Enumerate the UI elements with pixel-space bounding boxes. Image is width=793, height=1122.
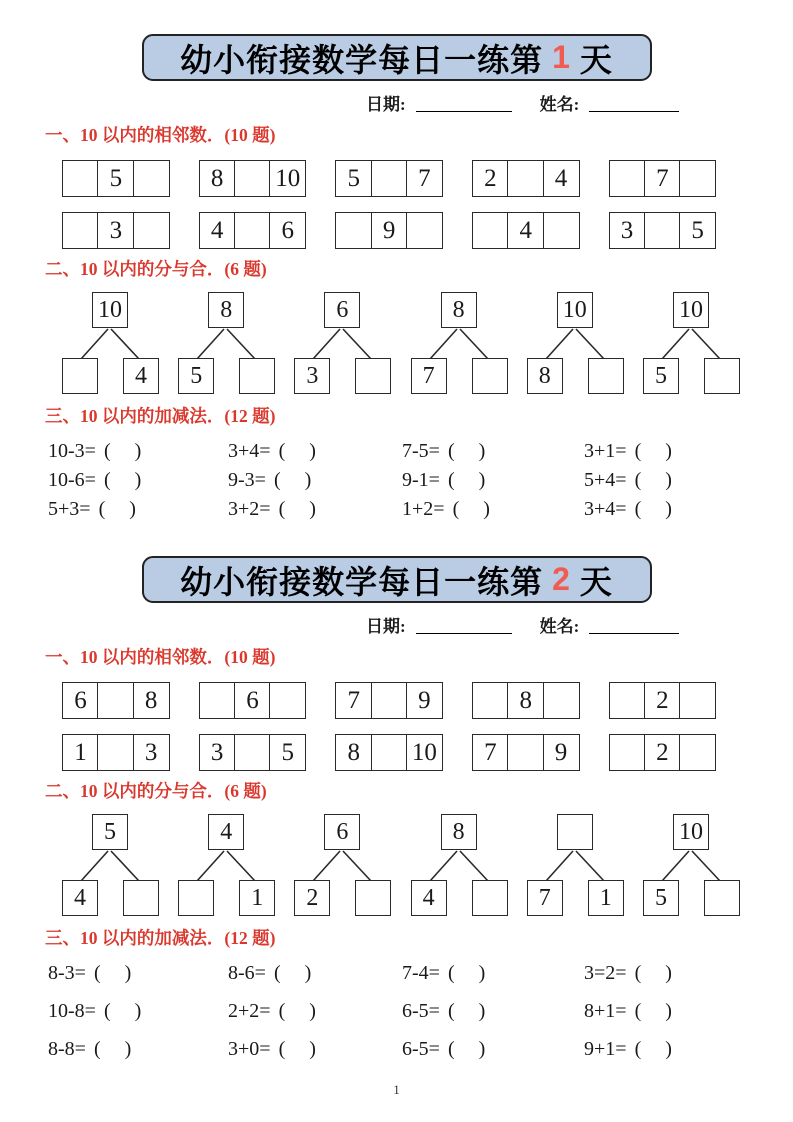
tree-right-box[interactable] <box>704 880 740 916</box>
date-blank[interactable] <box>416 617 512 634</box>
name-blank[interactable] <box>589 617 679 634</box>
answer-parentheses[interactable]: ( ) <box>93 962 134 984</box>
answer-cell[interactable] <box>97 682 134 719</box>
answer-parentheses[interactable]: ( ) <box>634 962 674 984</box>
tree-top-box[interactable]: 8 <box>441 814 477 850</box>
answer-cell[interactable]: 7 <box>406 160 443 197</box>
tree-right-box[interactable] <box>472 358 508 394</box>
title-prefix: 幼小衔接数学每日一练第 <box>180 563 544 600</box>
answer-cell[interactable] <box>133 212 170 249</box>
math-problem <box>48 1039 228 1059</box>
answer-cell[interactable] <box>679 160 716 197</box>
answer-cell[interactable] <box>199 682 236 719</box>
day-number: 1 <box>552 39 571 75</box>
problem-expression: 7-5= <box>402 440 440 462</box>
answer-cell[interactable]: 2 <box>644 682 681 719</box>
title-prefix: 幼小衔接数学每日一练第 <box>180 41 544 78</box>
answer-cell[interactable] <box>234 212 271 249</box>
problem-expression: 5+4= <box>584 469 627 491</box>
tree-left-box[interactable]: 7 <box>411 358 447 394</box>
answer-parentheses[interactable]: ( ) <box>98 498 138 520</box>
answer-cell[interactable]: 10 <box>269 160 306 197</box>
name-blank[interactable] <box>589 95 679 112</box>
answer-cell[interactable] <box>543 212 580 249</box>
answer-cell[interactable]: 3 <box>609 212 646 249</box>
arithmetic-problems <box>48 963 793 1059</box>
problem-expression: 6-5= <box>402 1000 440 1022</box>
worksheet-day-2 <box>0 556 793 1059</box>
math-problem <box>228 470 402 490</box>
answer-parentheses[interactable]: ( ) <box>447 469 488 491</box>
problem-expression: 3+4= <box>228 440 271 462</box>
answer-cell[interactable] <box>269 682 306 719</box>
answer-parentheses[interactable]: ( ) <box>278 1000 318 1022</box>
decomposition-tree <box>641 292 741 396</box>
math-problem <box>402 441 584 461</box>
answer-parentheses[interactable]: ( ) <box>447 1000 488 1022</box>
name-label: 姓名: <box>539 617 580 636</box>
math-problem <box>584 470 793 490</box>
tree-right-box[interactable] <box>588 358 624 394</box>
decomposition-row <box>60 814 741 918</box>
tree-left-box[interactable]: 7 <box>527 880 563 916</box>
answer-cell[interactable] <box>644 212 681 249</box>
problem-expression: 7-4= <box>402 962 440 984</box>
answer-cell[interactable] <box>234 160 271 197</box>
problem-expression: 8+1= <box>584 1000 627 1022</box>
date-blank[interactable] <box>416 95 512 112</box>
answer-cell[interactable] <box>371 734 408 771</box>
math-problem <box>48 1001 228 1021</box>
tree-right-box[interactable] <box>239 358 275 394</box>
answer-cell[interactable]: 7 <box>644 160 681 197</box>
math-problem <box>402 499 584 519</box>
answer-parentheses[interactable]: ( ) <box>447 440 488 462</box>
tree-left-box[interactable] <box>62 358 98 394</box>
tree-right-box[interactable] <box>472 880 508 916</box>
adjacent-number-group <box>609 212 717 249</box>
math-problem <box>402 1001 584 1021</box>
adjacent-number-group <box>609 682 717 719</box>
math-problem <box>48 963 228 983</box>
answer-cell[interactable] <box>62 212 99 249</box>
tree-left-box[interactable] <box>178 880 214 916</box>
date-name-line <box>366 91 793 115</box>
tree-right-box[interactable]: 4 <box>123 358 159 394</box>
adjacent-number-group <box>199 682 307 719</box>
problem-expression: 9+1= <box>584 1038 627 1060</box>
adjacent-number-group <box>335 682 443 719</box>
answer-cell[interactable]: 8 <box>133 682 170 719</box>
answer-cell[interactable] <box>472 682 509 719</box>
adjacent-number-group <box>62 160 170 197</box>
answer-cell[interactable]: 6 <box>62 682 99 719</box>
answer-cell[interactable] <box>679 682 716 719</box>
answer-parentheses[interactable]: ( ) <box>634 469 674 491</box>
answer-cell[interactable] <box>609 682 646 719</box>
problem-expression: 1+2= <box>402 498 445 520</box>
math-problem <box>584 1001 793 1021</box>
problem-expression: 3=2= <box>584 962 627 984</box>
answer-cell[interactable]: 5 <box>679 212 716 249</box>
math-problem <box>228 963 402 983</box>
date-label: 日期: <box>366 95 406 114</box>
problem-expression: 10-6= <box>48 469 96 491</box>
answer-cell[interactable]: 5 <box>269 734 306 771</box>
name-label: 姓名: <box>539 95 580 114</box>
tree-top-box[interactable]: 4 <box>208 814 244 850</box>
answer-cell[interactable] <box>609 160 646 197</box>
section1-header: 一、10 以内的相邻数．(10 题) <box>45 125 276 145</box>
math-problem <box>48 499 228 519</box>
adjacent-number-group <box>62 734 170 771</box>
adjacent-number-group <box>335 212 443 249</box>
section2-header: 二、10 以内的分与合．(6 题) <box>45 781 267 801</box>
arithmetic-problems <box>48 441 793 519</box>
adjacent-number-group <box>335 160 443 197</box>
tree-right-box[interactable] <box>355 880 391 916</box>
answer-cell[interactable] <box>234 734 271 771</box>
answer-cell[interactable]: 4 <box>199 212 236 249</box>
answer-cell[interactable] <box>472 212 509 249</box>
tree-right-box[interactable]: 1 <box>239 880 275 916</box>
decomposition-tree <box>409 814 509 918</box>
answer-cell[interactable]: 4 <box>507 212 544 249</box>
math-problem <box>584 441 793 461</box>
decomposition-tree <box>525 814 625 918</box>
adjacent-numbers-row <box>62 734 793 771</box>
worksheet-day-1 <box>0 34 793 519</box>
section3-header: 三、10 以内的加减法．(12 题) <box>45 406 276 426</box>
tree-left-box[interactable]: 5 <box>643 358 679 394</box>
answer-parentheses[interactable]: ( ) <box>634 1038 674 1060</box>
answer-cell[interactable]: 7 <box>472 734 509 771</box>
math-problem <box>228 441 402 461</box>
decomposition-tree <box>641 814 741 918</box>
tree-top-box[interactable]: 8 <box>441 292 477 328</box>
section3-header: 三、10 以内的加减法．(12 题) <box>45 928 276 948</box>
answer-cell[interactable] <box>371 160 408 197</box>
tree-top-box[interactable] <box>557 814 593 850</box>
tree-left-box[interactable]: 2 <box>294 880 330 916</box>
answer-parentheses[interactable]: ( ) <box>634 1000 674 1022</box>
decomposition-tree <box>176 292 276 396</box>
problem-expression: 9-1= <box>402 469 440 491</box>
answer-cell[interactable] <box>371 682 408 719</box>
answer-cell[interactable]: 6 <box>269 212 306 249</box>
decomposition-tree <box>60 292 160 396</box>
answer-cell[interactable]: 7 <box>335 682 372 719</box>
math-problem <box>48 441 228 461</box>
adjacent-number-group <box>472 682 580 719</box>
adjacent-number-group <box>609 160 717 197</box>
tree-top-box[interactable]: 10 <box>673 814 709 850</box>
tree-top-box[interactable]: 8 <box>208 292 244 328</box>
answer-cell[interactable]: 5 <box>97 160 134 197</box>
answer-cell[interactable]: 1 <box>62 734 99 771</box>
answer-cell[interactable] <box>507 734 544 771</box>
answer-cell[interactable] <box>335 212 372 249</box>
answer-cell[interactable] <box>406 212 443 249</box>
answer-cell[interactable] <box>133 160 170 197</box>
title-banner <box>142 556 652 603</box>
adjacent-numbers-row <box>62 212 793 249</box>
answer-cell[interactable]: 8 <box>199 160 236 197</box>
answer-cell[interactable] <box>609 734 646 771</box>
answer-parentheses[interactable]: ( ) <box>452 498 492 520</box>
adjacent-number-group <box>199 212 307 249</box>
adjacent-numbers-row <box>62 160 793 197</box>
answer-cell[interactable]: 9 <box>543 734 580 771</box>
tree-top-box[interactable]: 6 <box>324 814 360 850</box>
tree-right-box[interactable] <box>704 358 740 394</box>
problem-expression: 8-8= <box>48 1038 86 1060</box>
problem-expression: 3+1= <box>584 440 627 462</box>
answer-parentheses[interactable]: ( ) <box>278 498 318 520</box>
adjacent-number-group <box>472 734 580 771</box>
tree-top-box[interactable]: 6 <box>324 292 360 328</box>
decomposition-tree <box>409 292 509 396</box>
answer-parentheses[interactable]: ( ) <box>103 1000 144 1022</box>
problem-expression: 5+3= <box>48 498 91 520</box>
answer-parentheses[interactable]: ( ) <box>93 1038 134 1060</box>
answer-cell[interactable]: 8 <box>507 682 544 719</box>
answer-cell[interactable]: 2 <box>472 160 509 197</box>
section2-header: 二、10 以内的分与合．(6 题) <box>45 259 267 279</box>
tree-left-box[interactable]: 5 <box>178 358 214 394</box>
tree-left-box[interactable]: 3 <box>294 358 330 394</box>
date-name-line <box>366 613 793 637</box>
tree-top-box[interactable]: 10 <box>673 292 709 328</box>
decomposition-row <box>60 292 741 396</box>
tree-right-box[interactable] <box>355 358 391 394</box>
decomposition-tree <box>292 292 392 396</box>
problem-expression: 3+2= <box>228 498 271 520</box>
math-problem <box>584 963 793 983</box>
answer-cell[interactable] <box>543 682 580 719</box>
answer-parentheses[interactable]: ( ) <box>273 962 314 984</box>
answer-parentheses[interactable]: ( ) <box>447 962 488 984</box>
math-problem <box>48 470 228 490</box>
math-problem <box>402 470 584 490</box>
tree-right-box[interactable]: 1 <box>588 880 624 916</box>
tree-left-box[interactable]: 5 <box>643 880 679 916</box>
tree-top-box[interactable]: 5 <box>92 814 128 850</box>
math-problem <box>228 1001 402 1021</box>
math-problem <box>228 1039 402 1059</box>
answer-cell[interactable]: 5 <box>335 160 372 197</box>
adjacent-numbers-row <box>62 682 793 719</box>
problem-expression: 2+2= <box>228 1000 271 1022</box>
tree-left-box[interactable]: 4 <box>411 880 447 916</box>
section1-header: 一、10 以内的相邻数．(10 题) <box>45 647 276 667</box>
decomposition-tree <box>60 814 160 918</box>
adjacent-number-group <box>472 212 580 249</box>
problem-expression: 10-8= <box>48 1000 96 1022</box>
answer-parentheses[interactable]: ( ) <box>634 440 674 462</box>
answer-cell[interactable]: 8 <box>335 734 372 771</box>
answer-parentheses[interactable]: ( ) <box>103 440 144 462</box>
answer-cell[interactable]: 9 <box>371 212 408 249</box>
day-number: 2 <box>552 561 571 597</box>
adjacent-number-group <box>199 734 307 771</box>
answer-cell[interactable] <box>62 160 99 197</box>
answer-parentheses[interactable]: ( ) <box>103 469 144 491</box>
adjacent-number-group <box>609 734 717 771</box>
tree-left-box[interactable]: 8 <box>527 358 563 394</box>
tree-top-box[interactable]: 10 <box>92 292 128 328</box>
problem-expression: 8-3= <box>48 962 86 984</box>
decomposition-tree <box>176 814 276 918</box>
math-problem <box>402 1039 584 1059</box>
adjacent-number-group <box>199 160 307 197</box>
answer-cell[interactable] <box>97 734 134 771</box>
adjacent-number-group <box>62 682 170 719</box>
math-problem <box>584 1039 793 1059</box>
tree-left-box[interactable]: 4 <box>62 880 98 916</box>
answer-cell[interactable]: 2 <box>644 734 681 771</box>
problem-expression: 6-5= <box>402 1038 440 1060</box>
answer-cell[interactable] <box>507 160 544 197</box>
math-problem <box>402 963 584 983</box>
tree-top-box[interactable]: 10 <box>557 292 593 328</box>
decomposition-tree <box>525 292 625 396</box>
adjacent-number-group <box>62 212 170 249</box>
answer-cell[interactable]: 3 <box>97 212 134 249</box>
answer-cell[interactable]: 3 <box>199 734 236 771</box>
math-problem <box>584 499 793 519</box>
problem-expression: 3+4= <box>584 498 627 520</box>
math-problem <box>228 499 402 519</box>
answer-parentheses[interactable]: ( ) <box>278 440 318 462</box>
answer-parentheses[interactable]: ( ) <box>634 498 674 520</box>
answer-cell[interactable]: 10 <box>406 734 443 771</box>
problem-expression: 10-3= <box>48 440 96 462</box>
page-number: 1 <box>393 1082 400 1097</box>
answer-parentheses[interactable]: ( ) <box>278 1038 318 1060</box>
adjacent-number-group <box>472 160 580 197</box>
answer-cell[interactable] <box>679 734 716 771</box>
title-banner <box>142 34 652 81</box>
title-suffix: 天 <box>579 41 613 78</box>
answer-parentheses[interactable]: ( ) <box>273 469 314 491</box>
tree-right-box[interactable] <box>123 880 159 916</box>
answer-cell[interactable]: 4 <box>543 160 580 197</box>
decomposition-tree <box>292 814 392 918</box>
problem-expression: 9-3= <box>228 469 266 491</box>
title-suffix: 天 <box>579 563 613 600</box>
date-label: 日期: <box>366 617 406 636</box>
problem-expression: 8-6= <box>228 962 266 984</box>
answer-cell[interactable]: 3 <box>133 734 170 771</box>
problem-expression: 3+0= <box>228 1038 271 1060</box>
adjacent-number-group <box>335 734 443 771</box>
answer-cell[interactable]: 6 <box>234 682 271 719</box>
answer-parentheses[interactable]: ( ) <box>447 1038 488 1060</box>
answer-cell[interactable]: 9 <box>406 682 443 719</box>
